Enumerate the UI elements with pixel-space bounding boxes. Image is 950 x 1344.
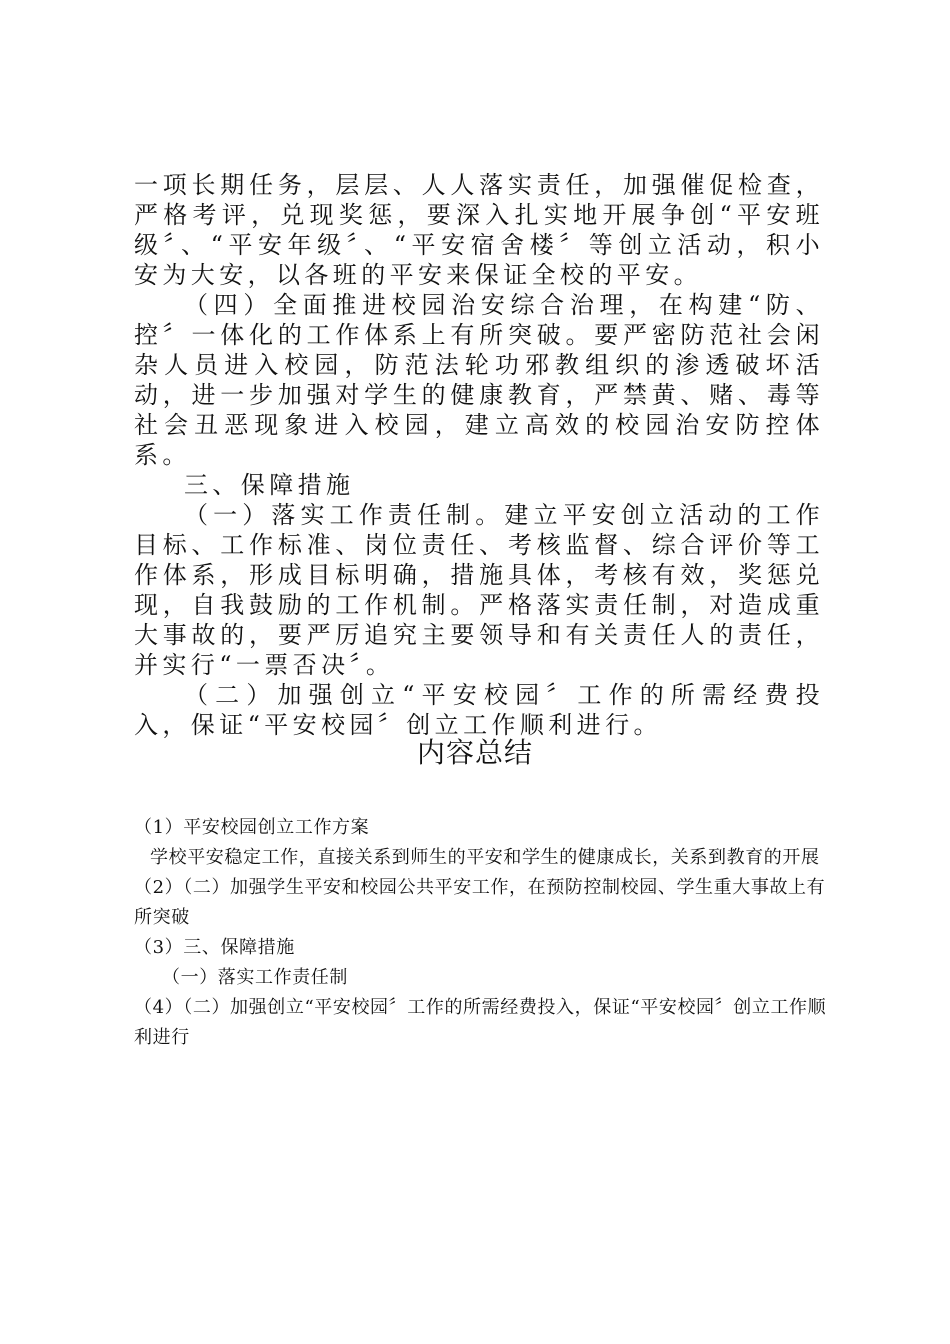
summary-title: 内容总结: [416, 736, 533, 769]
summary-item-3: （3）三、保障措施: [134, 937, 295, 958]
summary-item-2: （2）（二）加强学生平安和校园公共平安工作，在预防控制校园、学生重大事故上有所突破: [134, 877, 826, 928]
paragraph-funding: （二）加强创立“平安校园〞工作的所需经费投入，保证“平安校园〞创立工作顺利进行。: [134, 681, 824, 739]
summary-item-1-detail: 学校平安稳定工作，直接关系到师生的平安和学生的健康成长，关系到教育的开展: [150, 847, 820, 868]
body-text: [134, 170, 824, 740]
heading-safeguard-measures: 三、保障措施: [184, 471, 355, 499]
summary-item-4: （4）（二）加强创立“平安校园〞工作的所需经费投入，保证“平安校园〞创立工作顺利进行: [134, 997, 827, 1048]
summary-item-3-detail: （一）落实工作责任制: [162, 967, 348, 988]
paragraph-continuation: 一项长期任务，层层、人人落实责任，加强催促检查，严格考评，兑现奖惩，要深入扎实地开展争创“平安班级〞、“平安年级〞、“平安宿舍楼〞等创立活动，积小安为大安，以各班的平安来保证全校的平安。: [134, 171, 824, 289]
paragraph-section-four: （四）全面推进校园治安综合治理，在构建“防、控〞一体化的工作体系上有所突破。要严密防范社会闲杂人员进入校园，防范法轮功邪教组织的渗透破坏活动，进一步加强对学生的健康教育，严禁黄、赌、毒等社会丑恶现象进入校园，建立高效的校园治安防控体系。: [134, 291, 824, 469]
summary-item-1: （1）平安校园创立工作方案: [134, 817, 370, 838]
paragraph-responsibility-system: （一）落实工作责任制。建立平安创立活动的工作目标、工作标准、岗位责任、考核监督、综合评价等工作体系，形成目标明确，措施具体，考核有效，奖惩兑现，自我鼓励的工作机制。严格落实责任制，对造成重大事故的，要严厉追究主要领导和有关责任人的责任，并实行“一票否决〞。: [134, 501, 824, 679]
summary-list: [134, 813, 830, 1053]
